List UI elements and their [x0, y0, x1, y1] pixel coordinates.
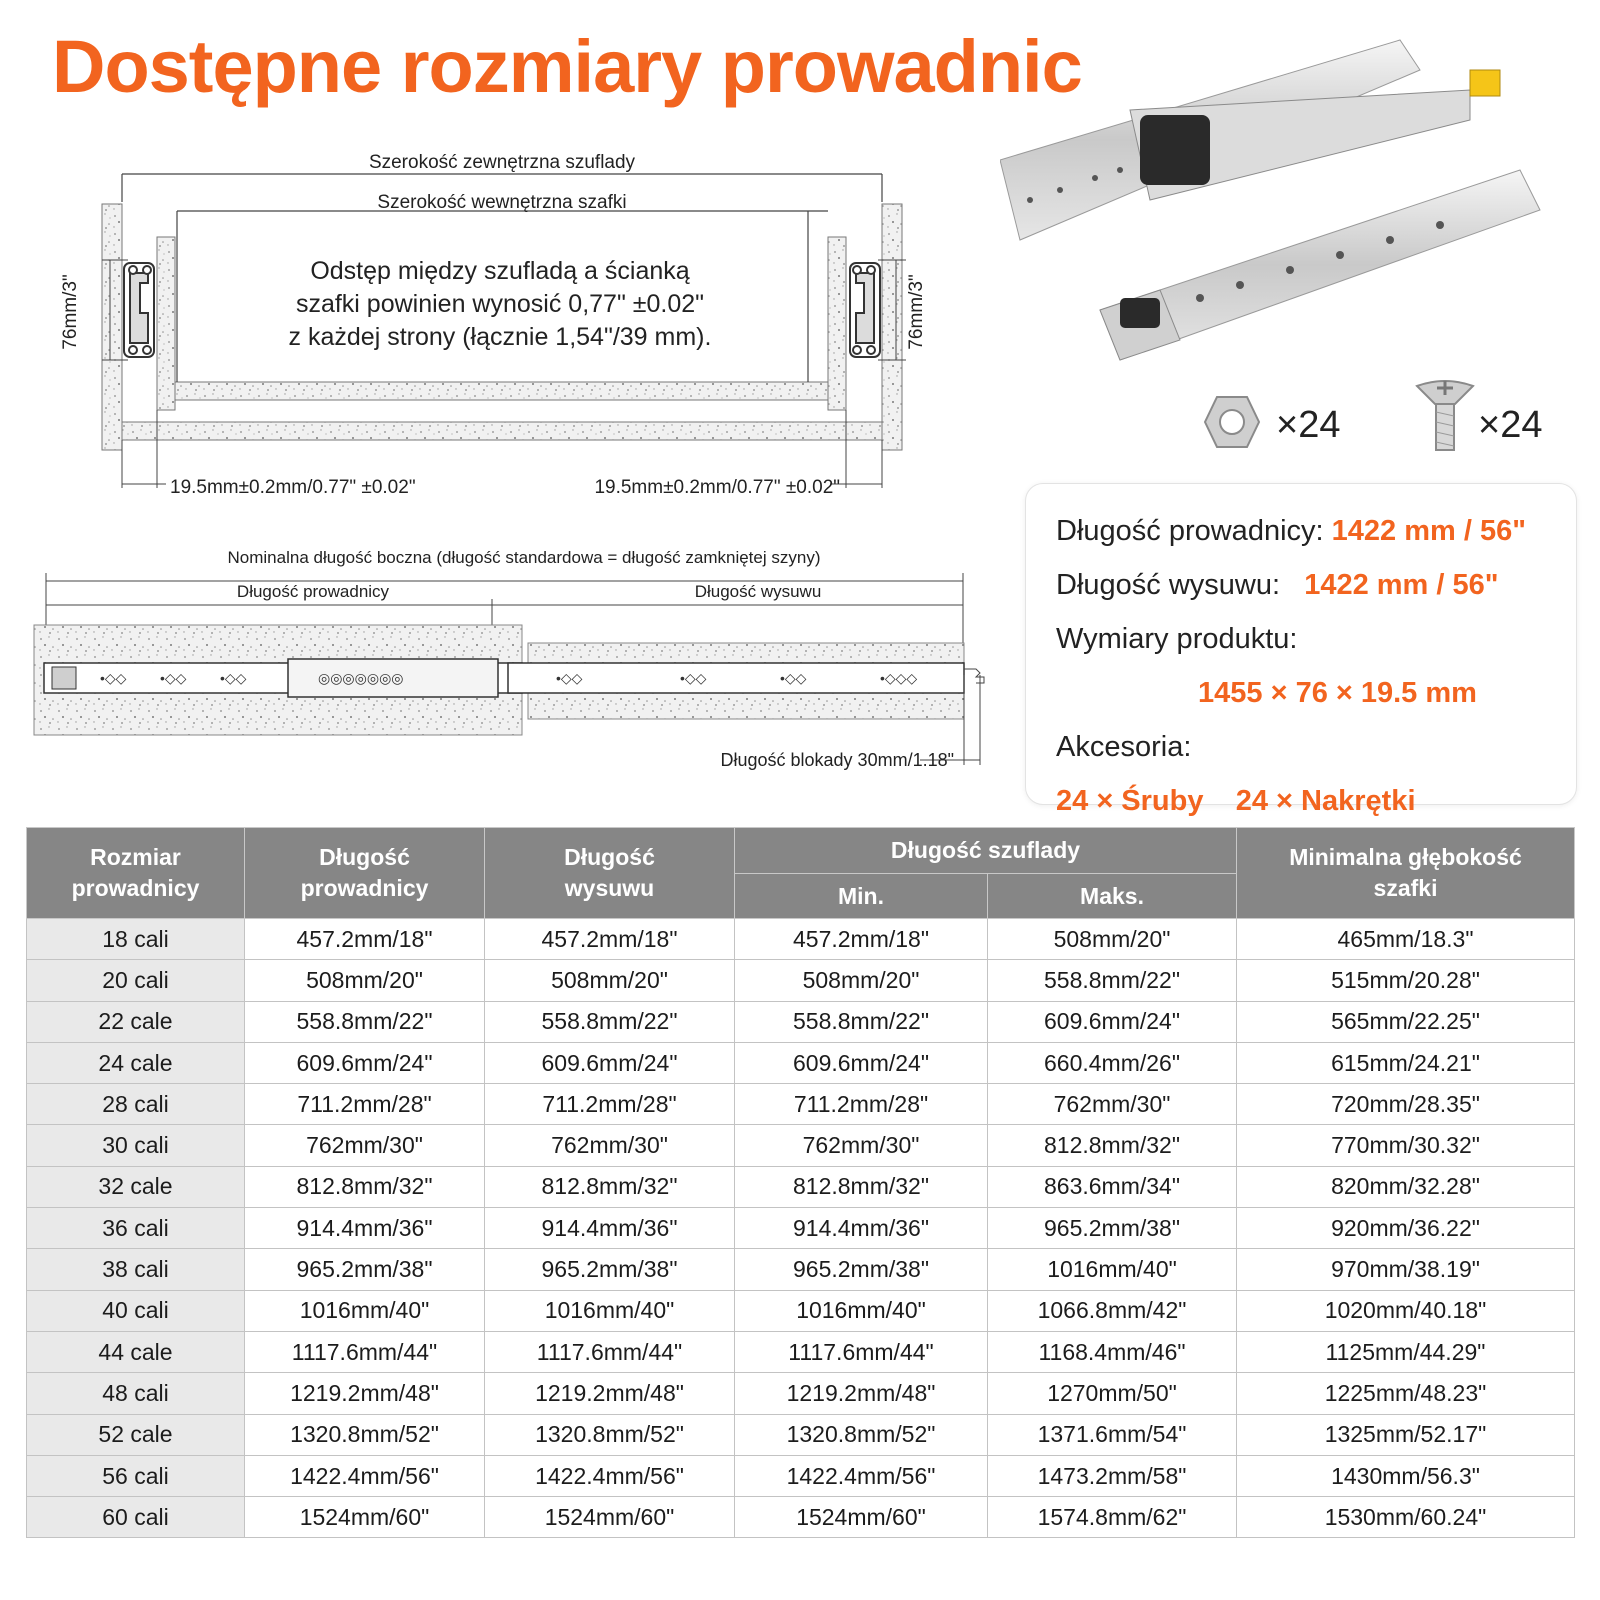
spec-card	[1025, 483, 1577, 817]
cell-size: 52 cale	[27, 1414, 245, 1455]
cell-min-depth: 1125mm/44.29"	[1237, 1331, 1575, 1372]
cell-min-depth: 1225mm/48.23"	[1237, 1373, 1575, 1414]
cell-drawer-min: 1219.2mm/48"	[735, 1373, 988, 1414]
cell-size: 18 cali	[27, 919, 245, 960]
header-size	[27, 828, 245, 919]
spec-slide-length	[1056, 504, 1546, 558]
cell-drawer-min: 1320.8mm/52"	[735, 1414, 988, 1455]
header-extension	[485, 828, 735, 919]
cell-slide-length: 508mm/20"	[245, 960, 485, 1001]
cell-min-depth: 615mm/24.21"	[1237, 1042, 1575, 1083]
cell-drawer-min: 1422.4mm/56"	[735, 1455, 988, 1496]
gap-note-line-3: z każdej strony (łącznie 1,54"/39 mm).	[288, 323, 712, 351]
lock-length-label: Długość blokady 30mm/1.18"	[720, 750, 954, 770]
header-extension-text: Długość wysuwu	[564, 844, 655, 901]
svg-text:•◇◇◇: •◇◇◇	[880, 670, 918, 686]
cell-slide-length: 1117.6mm/44"	[245, 1331, 485, 1372]
cell-drawer-min: 457.2mm/18"	[735, 919, 988, 960]
cell-drawer-min: 965.2mm/38"	[735, 1249, 988, 1290]
spec-slide-length-value: 1422 mm / 56"	[1331, 515, 1526, 547]
gap-note-line-2: szafki powinien wynosić 0,77" ±0.02"	[295, 290, 705, 318]
cell-slide-length: 609.6mm/24"	[245, 1042, 485, 1083]
cell-size: 22 cale	[27, 1001, 245, 1042]
inner-width-label: Szerokość wewnętrzna szafki	[377, 192, 627, 213]
gap-note	[240, 255, 760, 354]
cell-extension: 1524mm/60"	[485, 1497, 735, 1538]
cell-drawer-min: 609.6mm/24"	[735, 1042, 988, 1083]
side-length-diagram	[20, 545, 1010, 795]
cell-size: 20 cali	[27, 960, 245, 1001]
table-row	[27, 1455, 1575, 1496]
cell-drawer-max: 762mm/30"	[988, 1084, 1237, 1125]
cell-drawer-max: 1270mm/50"	[988, 1373, 1237, 1414]
outer-width-label: Szerokość zewnętrzna szuflady	[368, 152, 636, 173]
spec-nuts-value: 24 × Nakrętki	[1235, 785, 1416, 817]
svg-text:•◇◇: •◇◇	[160, 670, 187, 686]
gap-label-left: 19.5mm±0.2mm/0.77" ±0.02"	[170, 477, 416, 498]
cell-min-depth: 465mm/18.3"	[1237, 919, 1575, 960]
cell-extension: 711.2mm/28"	[485, 1084, 735, 1125]
table-row	[27, 1331, 1575, 1372]
gap-label-right: 19.5mm±0.2mm/0.77" ±0.02"	[594, 477, 840, 498]
svg-text:◎◎◎◎◎◎◎: ◎◎◎◎◎◎◎	[318, 670, 404, 686]
sizes-table-body	[27, 919, 1575, 1538]
cell-slide-length: 1219.2mm/48"	[245, 1373, 485, 1414]
cell-drawer-max: 1574.8mm/62"	[988, 1497, 1237, 1538]
cell-size: 56 cali	[27, 1455, 245, 1496]
cell-slide-length: 812.8mm/32"	[245, 1166, 485, 1207]
cell-min-depth: 720mm/28.35"	[1237, 1084, 1575, 1125]
cell-drawer-min: 558.8mm/22"	[735, 1001, 988, 1042]
spec-extension-value: 1422 mm / 56"	[1304, 569, 1499, 601]
cell-drawer-max: 660.4mm/26"	[988, 1042, 1237, 1083]
header-min: Min.	[735, 874, 988, 919]
header-drawer-length: Długość szuflady	[735, 828, 1237, 874]
cell-size: 28 cali	[27, 1084, 245, 1125]
cell-min-depth: 515mm/20.28"	[1237, 960, 1575, 1001]
table-row	[27, 1208, 1575, 1249]
slide-length-label: Długość prowadnicy	[236, 582, 390, 601]
extension-length-label: Długość wysuwu	[694, 582, 822, 601]
spec-dimensions-value-text: 1455 × 76 × 19.5 mm	[1198, 677, 1477, 709]
table-row	[27, 1001, 1575, 1042]
spec-accessories-values	[1056, 774, 1546, 828]
table-row	[27, 919, 1575, 960]
cell-drawer-max: 609.6mm/24"	[988, 1001, 1237, 1042]
cell-drawer-min: 1117.6mm/44"	[735, 1331, 988, 1372]
cell-slide-length: 1422.4mm/56"	[245, 1455, 485, 1496]
cell-drawer-min: 762mm/30"	[735, 1125, 988, 1166]
cell-size: 36 cali	[27, 1208, 245, 1249]
cell-size: 60 cali	[27, 1497, 245, 1538]
table-row	[27, 1042, 1575, 1083]
table-row	[27, 1166, 1575, 1207]
cell-size: 44 cale	[27, 1331, 245, 1372]
cell-drawer-min: 711.2mm/28"	[735, 1084, 988, 1125]
countersunk-screw-icon	[1415, 378, 1475, 454]
table-row	[27, 1084, 1575, 1125]
table-row	[27, 1497, 1575, 1538]
cell-slide-length: 711.2mm/28"	[245, 1084, 485, 1125]
header-min-depth-text: Minimalna głębokość szafki	[1289, 844, 1522, 901]
cell-min-depth: 920mm/36.22"	[1237, 1208, 1575, 1249]
svg-text:•◇◇: •◇◇	[556, 670, 583, 686]
cell-extension: 508mm/20"	[485, 960, 735, 1001]
cell-extension: 1422.4mm/56"	[485, 1455, 735, 1496]
cell-extension: 558.8mm/22"	[485, 1001, 735, 1042]
table-row	[27, 1373, 1575, 1414]
cell-min-depth: 1430mm/56.3"	[1237, 1455, 1575, 1496]
cell-slide-length: 1016mm/40"	[245, 1290, 485, 1331]
cell-min-depth: 770mm/30.32"	[1237, 1125, 1575, 1166]
table-row	[27, 1414, 1575, 1455]
spec-dimensions-label: Wymiary produktu:	[1056, 623, 1298, 655]
svg-text:•◇◇: •◇◇	[780, 670, 807, 686]
cell-size: 38 cali	[27, 1249, 245, 1290]
cell-drawer-min: 508mm/20"	[735, 960, 988, 1001]
header-slide-length	[245, 828, 485, 919]
cell-min-depth: 1020mm/40.18"	[1237, 1290, 1575, 1331]
gap-note-line-1: Odstęp między szufladą a ścianką	[310, 257, 690, 285]
spec-slide-length-label: Długość prowadnicy:	[1056, 515, 1324, 547]
header-max: Maks.	[988, 874, 1237, 919]
cell-slide-length: 965.2mm/38"	[245, 1249, 485, 1290]
spec-extension-label: Długość wysuwu:	[1056, 569, 1281, 601]
cell-slide-length: 558.8mm/22"	[245, 1001, 485, 1042]
svg-text:•◇◇: •◇◇	[100, 670, 127, 686]
cell-drawer-max: 1016mm/40"	[988, 1249, 1237, 1290]
cell-drawer-max: 508mm/20"	[988, 919, 1237, 960]
spec-screws-value: 24 × Śruby	[1056, 785, 1204, 817]
cell-extension: 965.2mm/38"	[485, 1249, 735, 1290]
cell-extension: 812.8mm/32"	[485, 1166, 735, 1207]
cell-drawer-max: 812.8mm/32"	[988, 1125, 1237, 1166]
cell-drawer-max: 1473.2mm/58"	[988, 1455, 1237, 1496]
cell-drawer-min: 914.4mm/36"	[735, 1208, 988, 1249]
cell-drawer-max: 863.6mm/34"	[988, 1166, 1237, 1207]
height-label-right: 76mm/3"	[906, 274, 927, 350]
header-min-depth	[1237, 828, 1575, 919]
page-title: Dostępne rozmiary prowadnic	[52, 25, 1082, 108]
table-row	[27, 960, 1575, 1001]
cell-drawer-min: 1524mm/60"	[735, 1497, 988, 1538]
cell-extension: 609.6mm/24"	[485, 1042, 735, 1083]
hex-nut-icon	[1203, 393, 1261, 451]
table-row	[27, 1125, 1575, 1166]
cell-size: 24 cale	[27, 1042, 245, 1083]
cell-size: 32 cale	[27, 1166, 245, 1207]
header-size-text: Rozmiar prowadnicy	[71, 844, 200, 901]
cell-extension: 1016mm/40"	[485, 1290, 735, 1331]
cell-drawer-max: 965.2mm/38"	[988, 1208, 1237, 1249]
svg-text:•◇◇: •◇◇	[220, 670, 247, 686]
cell-min-depth: 565mm/22.25"	[1237, 1001, 1575, 1042]
cell-drawer-max: 1371.6mm/54"	[988, 1414, 1237, 1455]
cell-drawer-max: 1066.8mm/42"	[988, 1290, 1237, 1331]
cell-slide-length: 914.4mm/36"	[245, 1208, 485, 1249]
height-label-left: 76mm/3"	[60, 274, 81, 350]
cell-extension: 1117.6mm/44"	[485, 1331, 735, 1372]
svg-text:•◇◇: •◇◇	[680, 670, 707, 686]
spec-extension	[1056, 558, 1546, 612]
screw-count: ×24	[1478, 404, 1543, 446]
cell-min-depth: 970mm/38.19"	[1237, 1249, 1575, 1290]
sizes-table	[26, 827, 1575, 1538]
header-slide-length-text: Długość prowadnicy	[300, 844, 429, 901]
cell-extension: 762mm/30"	[485, 1125, 735, 1166]
cell-slide-length: 762mm/30"	[245, 1125, 485, 1166]
cell-drawer-max: 1168.4mm/46"	[988, 1331, 1237, 1372]
spec-accessories-label: Akcesoria:	[1056, 731, 1192, 763]
cell-slide-length: 1524mm/60"	[245, 1497, 485, 1538]
cell-min-depth: 1530mm/60.24"	[1237, 1497, 1575, 1538]
spec-dimensions-value	[1056, 666, 1546, 720]
cell-extension: 1320.8mm/52"	[485, 1414, 735, 1455]
cell-min-depth: 820mm/32.28"	[1237, 1166, 1575, 1207]
cell-drawer-min: 812.8mm/32"	[735, 1166, 988, 1207]
nominal-length-label: Nominalna długość boczna (długość standardowa = długość zamkniętej szyny)	[227, 548, 821, 567]
cell-size: 40 cali	[27, 1290, 245, 1331]
nut-count: ×24	[1276, 404, 1341, 446]
cell-drawer-min: 1016mm/40"	[735, 1290, 988, 1331]
cell-slide-length: 1320.8mm/52"	[245, 1414, 485, 1455]
table-row	[27, 1290, 1575, 1331]
cell-extension: 1219.2mm/48"	[485, 1373, 735, 1414]
cell-slide-length: 457.2mm/18"	[245, 919, 485, 960]
cell-extension: 914.4mm/36"	[485, 1208, 735, 1249]
cell-min-depth: 1325mm/52.17"	[1237, 1414, 1575, 1455]
cell-size: 48 cali	[27, 1373, 245, 1414]
cell-extension: 457.2mm/18"	[485, 919, 735, 960]
table-row	[27, 1249, 1575, 1290]
cell-size: 30 cali	[27, 1125, 245, 1166]
cell-drawer-max: 558.8mm/22"	[988, 960, 1237, 1001]
